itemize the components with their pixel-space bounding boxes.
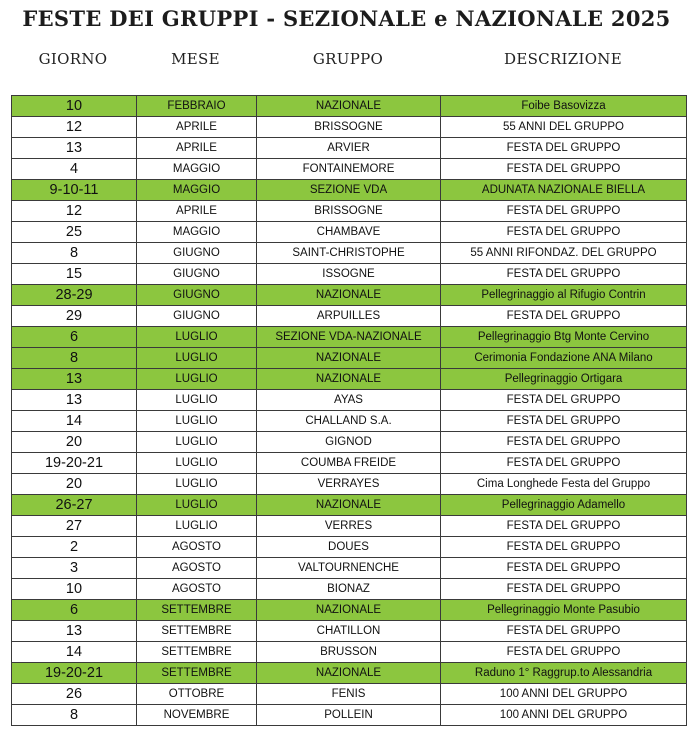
- cell-descrizione: FESTA DEL GRUPPO: [441, 159, 687, 180]
- cell-giorno: 4: [12, 159, 137, 180]
- table-row: [12, 579, 687, 600]
- cell-mese: LUGLIO: [137, 348, 257, 369]
- table-row: [12, 117, 687, 138]
- cell-mese: AGOSTO: [137, 558, 257, 579]
- cell-giorno: 28-29: [12, 285, 137, 306]
- cell-giorno: 12: [12, 117, 137, 138]
- cell-descrizione: FESTA DEL GRUPPO: [441, 642, 687, 663]
- cell-mese: MAGGIO: [137, 159, 257, 180]
- table-row: [12, 306, 687, 327]
- cell-gruppo: NAZIONALE: [257, 663, 441, 684]
- cell-gruppo: FENIS: [257, 684, 441, 705]
- cell-gruppo: NAZIONALE: [257, 600, 441, 621]
- cell-giorno: 20: [12, 474, 137, 495]
- cell-giorno: 10: [12, 579, 137, 600]
- table-row: [12, 495, 687, 516]
- cell-mese: LUGLIO: [137, 369, 257, 390]
- table-row: [12, 138, 687, 159]
- cell-mese: MAGGIO: [137, 222, 257, 243]
- table-row: [12, 705, 687, 726]
- cell-giorno: 3: [12, 558, 137, 579]
- cell-giorno: 15: [12, 264, 137, 285]
- table-row: [12, 390, 687, 411]
- cell-descrizione: FESTA DEL GRUPPO: [441, 222, 687, 243]
- cell-gruppo: NAZIONALE: [257, 495, 441, 516]
- cell-gruppo: ARPUILLES: [257, 306, 441, 327]
- cell-mese: SETTEMBRE: [137, 663, 257, 684]
- cell-descrizione: FESTA DEL GRUPPO: [441, 453, 687, 474]
- cell-descrizione: Cerimonia Fondazione ANA Milano: [441, 348, 687, 369]
- cell-descrizione: Pellegrinaggio Monte Pasubio: [441, 600, 687, 621]
- cell-descrizione: FESTA DEL GRUPPO: [441, 390, 687, 411]
- cell-mese: LUGLIO: [137, 327, 257, 348]
- cell-mese: GIUGNO: [137, 243, 257, 264]
- cell-descrizione: Pellegrinaggio al Rifugio Contrin: [441, 285, 687, 306]
- cell-giorno: 13: [12, 621, 137, 642]
- header-gruppo: GRUPPO: [312, 50, 384, 68]
- cell-gruppo: SEZIONE VDA: [257, 180, 441, 201]
- cell-mese: LUGLIO: [137, 474, 257, 495]
- cell-descrizione: FESTA DEL GRUPPO: [441, 264, 687, 285]
- cell-mese: APRILE: [137, 201, 257, 222]
- table-row: [12, 411, 687, 432]
- table-row: [12, 348, 687, 369]
- table-row: [12, 285, 687, 306]
- table-row: [12, 642, 687, 663]
- table-row: [12, 663, 687, 684]
- cell-giorno: 20: [12, 432, 137, 453]
- cell-gruppo: NAZIONALE: [257, 285, 441, 306]
- cell-descrizione: 55 ANNI DEL GRUPPO: [441, 117, 687, 138]
- cell-giorno: 12: [12, 201, 137, 222]
- table-row: [12, 180, 687, 201]
- cell-descrizione: 100 ANNI DEL GRUPPO: [441, 705, 687, 726]
- cell-giorno: 19-20-21: [12, 453, 137, 474]
- cell-mese: GIUGNO: [137, 264, 257, 285]
- cell-descrizione: ADUNATA NAZIONALE BIELLA: [441, 180, 687, 201]
- cell-descrizione: Raduno 1° Raggrup.to Alessandria: [441, 663, 687, 684]
- cell-mese: LUGLIO: [137, 432, 257, 453]
- cell-gruppo: BRUSSON: [257, 642, 441, 663]
- cell-descrizione: Pellegrinaggio Btg Monte Cervino: [441, 327, 687, 348]
- cell-gruppo: GIGNOD: [257, 432, 441, 453]
- cell-gruppo: COUMBA FREIDE: [257, 453, 441, 474]
- cell-descrizione: FESTA DEL GRUPPO: [441, 201, 687, 222]
- header-mese: MESE: [171, 50, 220, 68]
- cell-descrizione: Cima Longhede Festa del Gruppo: [441, 474, 687, 495]
- cell-gruppo: NAZIONALE: [257, 96, 441, 117]
- cell-descrizione: 100 ANNI DEL GRUPPO: [441, 684, 687, 705]
- table-row: [12, 96, 687, 117]
- table-row: [12, 516, 687, 537]
- cell-giorno: 10: [12, 96, 137, 117]
- cell-giorno: 2: [12, 537, 137, 558]
- cell-gruppo: SAINT-CHRISTOPHE: [257, 243, 441, 264]
- cell-descrizione: FESTA DEL GRUPPO: [441, 138, 687, 159]
- cell-giorno: 13: [12, 369, 137, 390]
- cell-mese: LUGLIO: [137, 495, 257, 516]
- table-row: [12, 369, 687, 390]
- cell-mese: SETTEMBRE: [137, 600, 257, 621]
- table-row: [12, 201, 687, 222]
- cell-gruppo: CHALLAND S.A.: [257, 411, 441, 432]
- cell-descrizione: Pellegrinaggio Ortigara: [441, 369, 687, 390]
- cell-giorno: 14: [12, 411, 137, 432]
- cell-mese: SETTEMBRE: [137, 642, 257, 663]
- cell-mese: GIUGNO: [137, 306, 257, 327]
- cell-giorno: 29: [12, 306, 137, 327]
- cell-giorno: 25: [12, 222, 137, 243]
- cell-giorno: 8: [12, 243, 137, 264]
- events-table: [11, 95, 687, 726]
- cell-giorno: 6: [12, 600, 137, 621]
- header-giorno: GIORNO: [38, 50, 108, 68]
- cell-mese: LUGLIO: [137, 453, 257, 474]
- cell-giorno: 19-20-21: [12, 663, 137, 684]
- cell-giorno: 8: [12, 348, 137, 369]
- cell-gruppo: DOUES: [257, 537, 441, 558]
- cell-descrizione: 55 ANNI RIFONDAZ. DEL GRUPPO: [441, 243, 687, 264]
- cell-descrizione: FESTA DEL GRUPPO: [441, 306, 687, 327]
- cell-giorno: 6: [12, 327, 137, 348]
- cell-gruppo: NAZIONALE: [257, 348, 441, 369]
- table-row: [12, 684, 687, 705]
- table-row: [12, 621, 687, 642]
- table-row: [12, 558, 687, 579]
- cell-giorno: 8: [12, 705, 137, 726]
- events-table-body: [12, 96, 687, 726]
- cell-mese: LUGLIO: [137, 516, 257, 537]
- cell-mese: OTTOBRE: [137, 684, 257, 705]
- table-row: [12, 432, 687, 453]
- table-row: [12, 453, 687, 474]
- table-row: [12, 159, 687, 180]
- cell-descrizione: FESTA DEL GRUPPO: [441, 516, 687, 537]
- table-row: [12, 474, 687, 495]
- table-row: [12, 243, 687, 264]
- cell-giorno: 9-10-11: [12, 180, 137, 201]
- header-descrizione: DESCRIZIONE: [504, 50, 622, 68]
- cell-giorno: 26-27: [12, 495, 137, 516]
- cell-gruppo: VERRAYES: [257, 474, 441, 495]
- table-row: [12, 222, 687, 243]
- cell-gruppo: BRISSOGNE: [257, 201, 441, 222]
- cell-descrizione: FESTA DEL GRUPPO: [441, 558, 687, 579]
- cell-descrizione: FESTA DEL GRUPPO: [441, 432, 687, 453]
- cell-gruppo: NAZIONALE: [257, 369, 441, 390]
- cell-giorno: 13: [12, 138, 137, 159]
- cell-giorno: 14: [12, 642, 137, 663]
- table-row: [12, 600, 687, 621]
- cell-mese: APRILE: [137, 138, 257, 159]
- cell-giorno: 26: [12, 684, 137, 705]
- cell-mese: AGOSTO: [137, 579, 257, 600]
- cell-gruppo: CHATILLON: [257, 621, 441, 642]
- cell-mese: LUGLIO: [137, 390, 257, 411]
- cell-gruppo: SEZIONE VDA-NAZIONALE: [257, 327, 441, 348]
- cell-mese: NOVEMBRE: [137, 705, 257, 726]
- cell-mese: AGOSTO: [137, 537, 257, 558]
- cell-descrizione: Foibe Basovizza: [441, 96, 687, 117]
- cell-mese: SETTEMBRE: [137, 621, 257, 642]
- cell-mese: APRILE: [137, 117, 257, 138]
- cell-mese: MAGGIO: [137, 180, 257, 201]
- cell-mese: FEBBRAIO: [137, 96, 257, 117]
- cell-gruppo: POLLEIN: [257, 705, 441, 726]
- page-title: FESTE DEI GRUPPI - SEZIONALE e NAZIONALE 2025: [22, 6, 671, 31]
- cell-gruppo: BIONAZ: [257, 579, 441, 600]
- table-row: [12, 327, 687, 348]
- cell-giorno: 27: [12, 516, 137, 537]
- cell-giorno: 13: [12, 390, 137, 411]
- cell-gruppo: BRISSOGNE: [257, 117, 441, 138]
- cell-gruppo: ARVIER: [257, 138, 441, 159]
- table-row: [12, 537, 687, 558]
- cell-descrizione: FESTA DEL GRUPPO: [441, 537, 687, 558]
- cell-descrizione: FESTA DEL GRUPPO: [441, 579, 687, 600]
- cell-descrizione: FESTA DEL GRUPPO: [441, 621, 687, 642]
- cell-descrizione: Pellegrinaggio Adamello: [441, 495, 687, 516]
- cell-gruppo: FONTAINEMORE: [257, 159, 441, 180]
- cell-gruppo: CHAMBAVE: [257, 222, 441, 243]
- cell-mese: LUGLIO: [137, 411, 257, 432]
- cell-gruppo: ISSOGNE: [257, 264, 441, 285]
- table-row: [12, 264, 687, 285]
- cell-mese: GIUGNO: [137, 285, 257, 306]
- cell-gruppo: AYAS: [257, 390, 441, 411]
- cell-descrizione: FESTA DEL GRUPPO: [441, 411, 687, 432]
- cell-gruppo: VERRES: [257, 516, 441, 537]
- cell-gruppo: VALTOURNENCHE: [257, 558, 441, 579]
